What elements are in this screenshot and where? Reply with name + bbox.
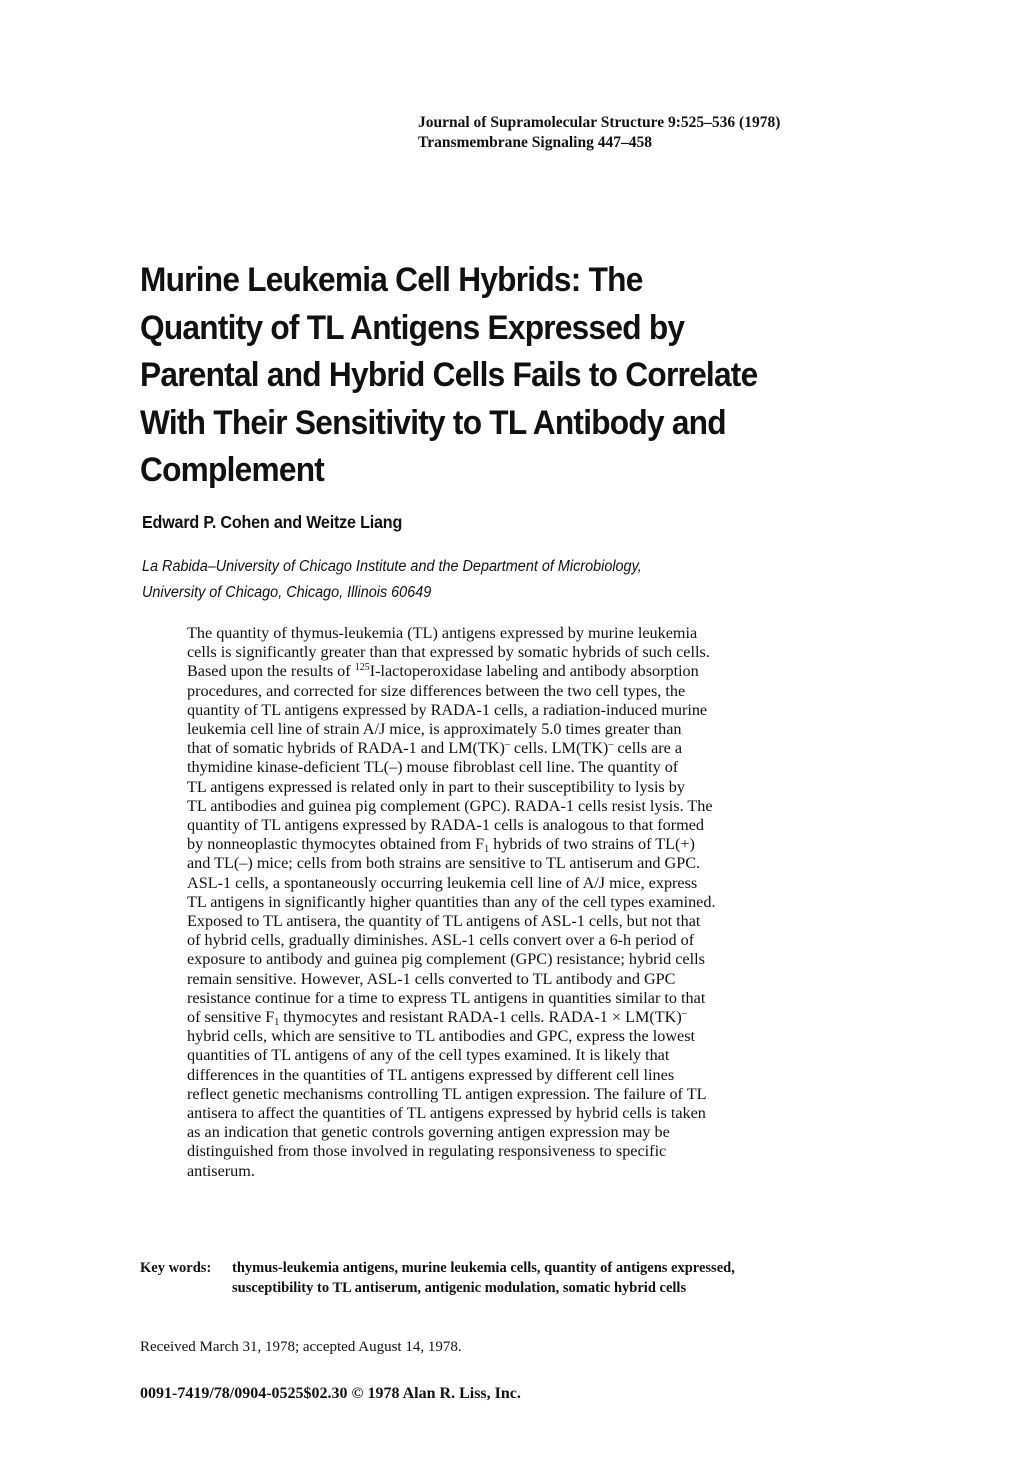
keywords-label: Key words:	[140, 1260, 212, 1276]
journal-line-2: Transmembrane Signaling 447–458	[418, 134, 652, 151]
abstract	[187, 624, 716, 1181]
abstract-line: Exposed to TL antisera, the quantity of TL antigens of ASL-1 cells, but not that	[187, 912, 701, 931]
abstract-line: thymidine kinase-deficient TL(–) mouse fibroblast cell line. The quantity of	[187, 758, 679, 777]
superscript: 125	[354, 662, 370, 674]
abstract-line	[187, 835, 716, 854]
text: of sensitive F	[187, 1008, 275, 1027]
received-date: Received March 31, 1978; accepted August 14, 1978.	[140, 1339, 462, 1355]
abstract-line: reflect genetic mechanisms controlling TL antigen expression. The failure of TL	[187, 1084, 707, 1103]
affiliation-line-1: La Rabida–University of Chicago Institute and the Department of Microbiology,	[142, 558, 642, 575]
abstract-line: remain sensitive. However, ASL-1 cells converted to TL antibody and GPC	[187, 969, 676, 988]
abstract-line: of hybrid cells, gradually diminishes. ASL-1 cells convert over a 6-h period of	[187, 931, 695, 950]
abstract-line: TL antigens in significantly higher quantities than any of the cell types examined.	[187, 892, 716, 911]
abstract-line	[187, 1008, 716, 1027]
text: that of somatic hybrids of RADA-1 and LM(TK)	[187, 739, 505, 758]
text: cells are a	[613, 739, 683, 758]
abstract-line: exposure to antibody and guinea pig complement (GPC) resistance; hybrid cells	[187, 950, 705, 969]
superscript: –	[681, 1008, 687, 1020]
copyright-line: 0091-7419/78/0904-0525$02.30 © 1978 Alan R. Liss, Inc.	[140, 1385, 521, 1402]
text: hybrids of two strains of TL(+)	[489, 835, 695, 854]
abstract-line: quantity of TL antigens expressed by RADA-1 cells is analogous to that formed	[187, 816, 704, 835]
abstract-line: and TL(–) mice; cells from both strains are sensitive to TL antiserum and GPC.	[187, 854, 701, 873]
title-line: Quantity of TL Antigens Expressed by	[140, 308, 685, 347]
keywords	[140, 1258, 735, 1298]
keywords-row	[140, 1258, 735, 1278]
abstract-line: differences in the quantities of TL antigens expressed by different cell lines	[187, 1065, 675, 1084]
text: cells. LM(TK)	[509, 739, 609, 758]
text: by nonneoplastic thymocytes obtained from F	[187, 835, 485, 854]
journal-citation	[418, 113, 780, 153]
affiliation-line-2: University of Chicago, Chicago, Illinois 60649	[142, 584, 432, 601]
abstract-line: procedures, and corrected for size differences between the two cell types, the	[187, 681, 686, 700]
title-line: With Their Sensitivity to TL Antibody and	[140, 403, 726, 442]
text: Based upon the results of	[187, 662, 355, 681]
keywords-line-2: susceptibility to TL antiserum, antigenic modulation, somatic hybrid cells	[232, 1280, 687, 1296]
abstract-line: ASL-1 cells, a spontaneously occurring leukemia cell line of A/J mice, express	[187, 873, 698, 892]
title-line: Complement	[140, 451, 325, 489]
superscript: –	[504, 739, 510, 751]
abstract-line: TL antibodies and guinea pig complement (GPC). RADA-1 cells resist lysis. The	[187, 796, 713, 815]
abstract-line: hybrid cells, which are sensitive to TL antibodies and GPC, express the lowest	[187, 1027, 696, 1046]
paper-title	[140, 257, 757, 495]
keywords-line-1: thymus-leukemia antigens, murine leukemia cells, quantity of antigens expressed,	[232, 1260, 735, 1276]
abstract-line: as an indication that genetic controls governing antigen expression may be	[187, 1123, 670, 1142]
authors: Edward P. Cohen and Weitze Liang	[142, 512, 403, 532]
abstract-line: antisera to affect the quantities of TL antigens expressed by hybrid cells is taken	[187, 1104, 706, 1123]
affiliation	[142, 554, 642, 606]
abstract-line	[187, 739, 716, 758]
abstract-line: TL antigens expressed is related only in part to their susceptibility to lysis by	[187, 777, 685, 796]
text: thymocytes and resistant RADA-1 cells. RADA-1 × LM(TK)	[279, 1008, 682, 1027]
abstract-line: The quantity of thymus-leukemia (TL) antigens expressed by murine leukemia	[187, 624, 698, 642]
abstract-line: antiserum.	[187, 1161, 255, 1180]
text: I-lactoperoxidase labeling and antibody absorption	[369, 662, 699, 681]
abstract-line: cells is significantly greater than that expressed by somatic hybrids of such cells.	[187, 643, 710, 662]
superscript: –	[608, 739, 614, 751]
abstract-line: quantity of TL antigens expressed by RADA-1 cells, a radiation-induced murine	[187, 700, 708, 719]
title-line: Parental and Hybrid Cells Fails to Correlate	[140, 356, 758, 394]
subscript: 1	[274, 1017, 280, 1029]
abstract-line: leukemia cell line of strain A/J mice, is approximately 5.0 times greater than	[187, 720, 682, 739]
title-line: Murine Leukemia Cell Hybrids: The	[140, 261, 643, 299]
abstract-line: quantities of TL antigens of any of the cell types examined. It is likely that	[187, 1046, 670, 1065]
journal-line-1: Journal of Supramolecular Structure 9:525–536 (1978)	[418, 114, 781, 131]
abstract-line: distinguished from those involved in regulating responsiveness to specific	[187, 1142, 667, 1161]
subscript: 1	[484, 844, 490, 856]
abstract-line: resistance continue for a time to express TL antigens in quantities similar to that	[187, 988, 706, 1007]
abstract-line	[187, 662, 716, 681]
